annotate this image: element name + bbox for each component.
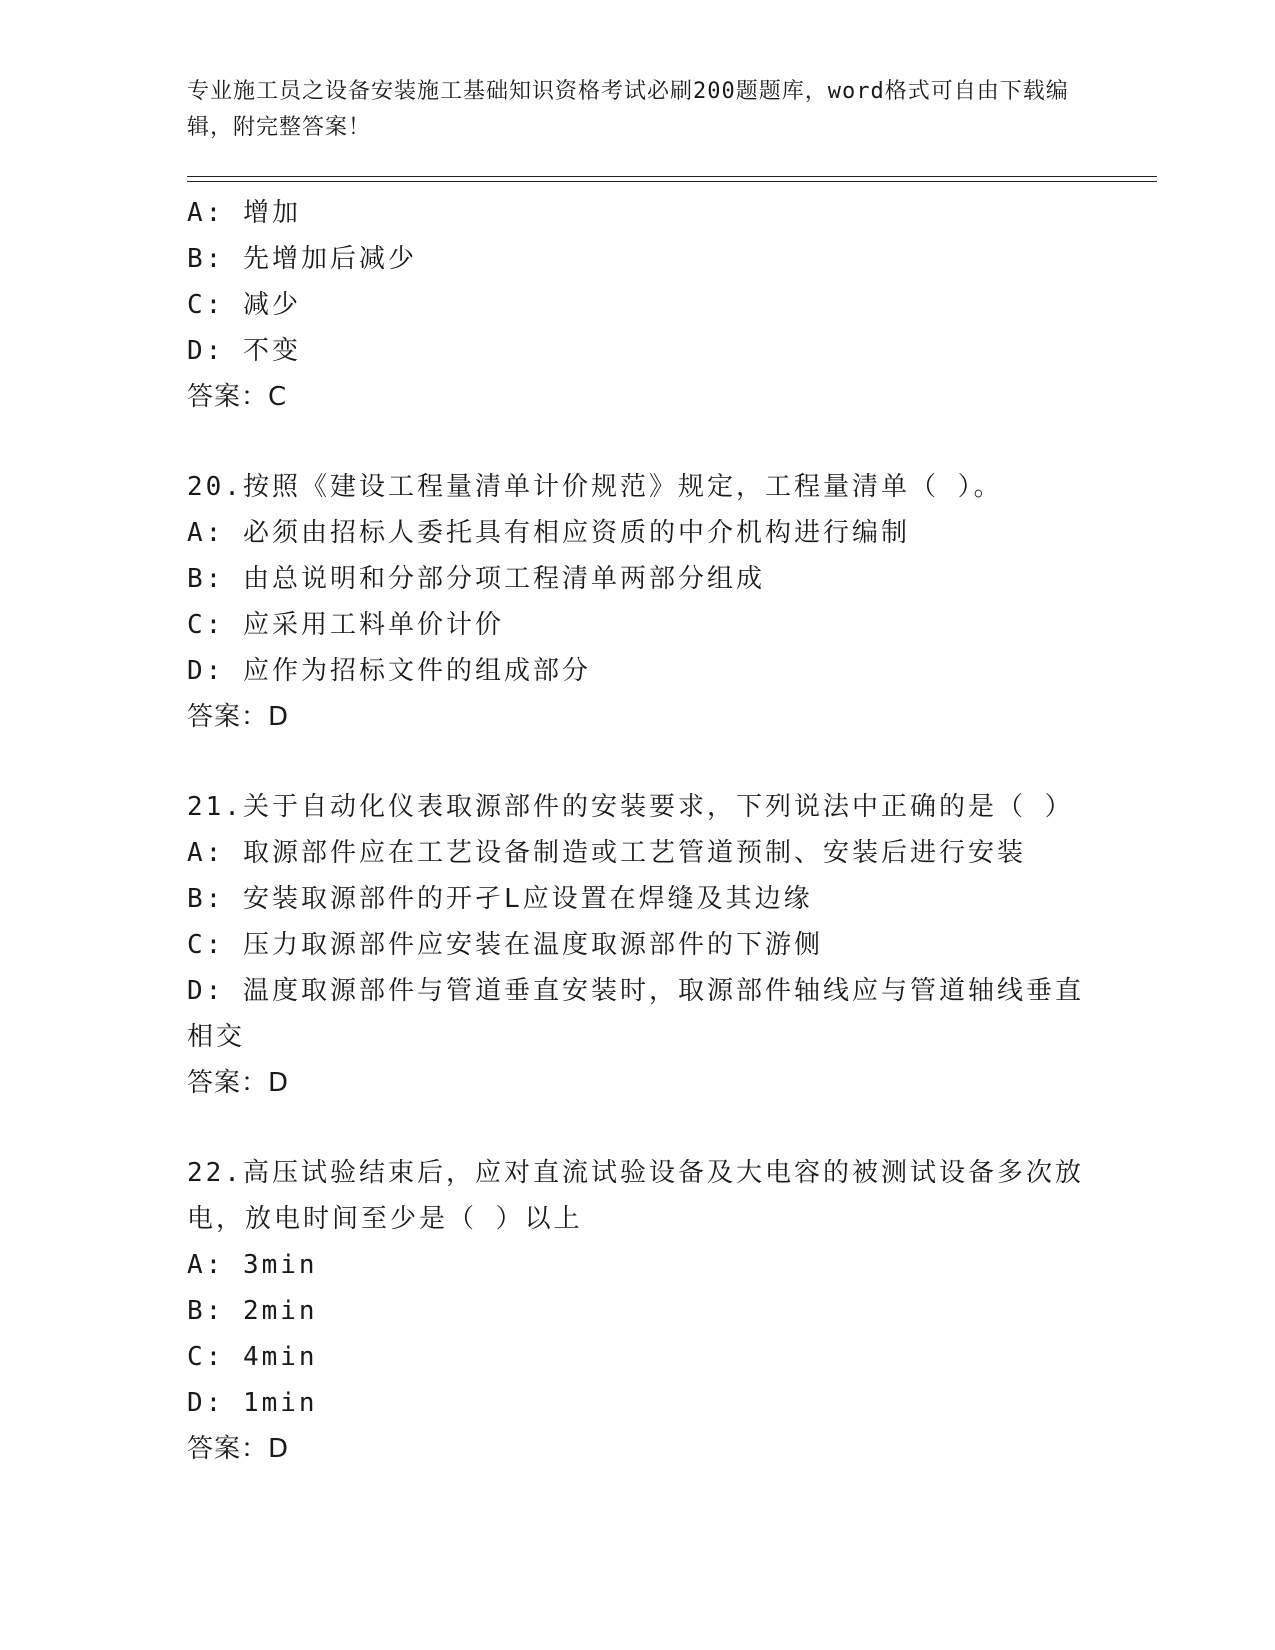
question-block bbox=[187, 784, 1087, 1106]
option-c: C: 4min bbox=[187, 1342, 318, 1372]
option-b: B: 2min bbox=[187, 1296, 318, 1326]
question-block bbox=[187, 190, 1087, 420]
spacer bbox=[187, 420, 1087, 464]
option-a: A: 必须由招标人委托具有相应资质的中介机构进行编制 bbox=[187, 518, 910, 548]
question-stem: 22.高压试验结束后，应对直流试验设备及大电容的被测试设备多次放电，放电时间至少是（ ）以上 bbox=[187, 1158, 1084, 1234]
answer-label: 答案：D bbox=[187, 702, 290, 732]
option-a: A: 3min bbox=[187, 1250, 318, 1280]
option-d: D: 1min bbox=[187, 1388, 318, 1418]
page-header bbox=[187, 74, 1087, 146]
option-c: C: 压力取源部件应安装在温度取源部件的下游侧 bbox=[187, 930, 823, 960]
question-stem: 21.关于自动化仪表取源部件的安装要求，下列说法中正确的是（ ） bbox=[187, 792, 1074, 822]
question-block bbox=[187, 464, 1087, 740]
question-block bbox=[187, 1150, 1087, 1472]
answer-label: 答案：D bbox=[187, 1434, 290, 1464]
option-b: B: 先增加后减少 bbox=[187, 244, 417, 274]
option-d: D: 应作为招标文件的组成部分 bbox=[187, 656, 591, 686]
spacer bbox=[187, 1106, 1087, 1150]
question-stem: 20.按照《建设工程量清单计价规范》规定，工程量清单（ ）。 bbox=[187, 472, 1003, 502]
option-d: D: 温度取源部件与管道垂直安装时，取源部件轴线应与管道轴线垂直相交 bbox=[187, 976, 1084, 1052]
answer-label: 答案：D bbox=[187, 1068, 290, 1098]
option-a: A: 取源部件应在工艺设备制造或工艺管道预制、安装后进行安装 bbox=[187, 838, 1026, 868]
option-b: B: 由总说明和分部分项工程清单两部分组成 bbox=[187, 564, 765, 594]
question-list bbox=[187, 190, 1087, 1472]
option-b: B: 安装取源部件的开孑L应设置在焊缝及其边缘 bbox=[187, 884, 813, 914]
header-divider bbox=[187, 176, 1157, 182]
document-title: 专业施工员之设备安装施工基础知识资格考试必刷200题题库，word格式可自由下载编辑，附完整答案！ bbox=[187, 79, 1069, 140]
spacer bbox=[187, 740, 1087, 784]
answer-label: 答案：C bbox=[187, 382, 288, 412]
option-c: C: 应采用工料单价计价 bbox=[187, 610, 504, 640]
option-d: D: 不变 bbox=[187, 336, 301, 366]
option-a: A: 增加 bbox=[187, 198, 301, 228]
option-c: C: 减少 bbox=[187, 290, 301, 320]
